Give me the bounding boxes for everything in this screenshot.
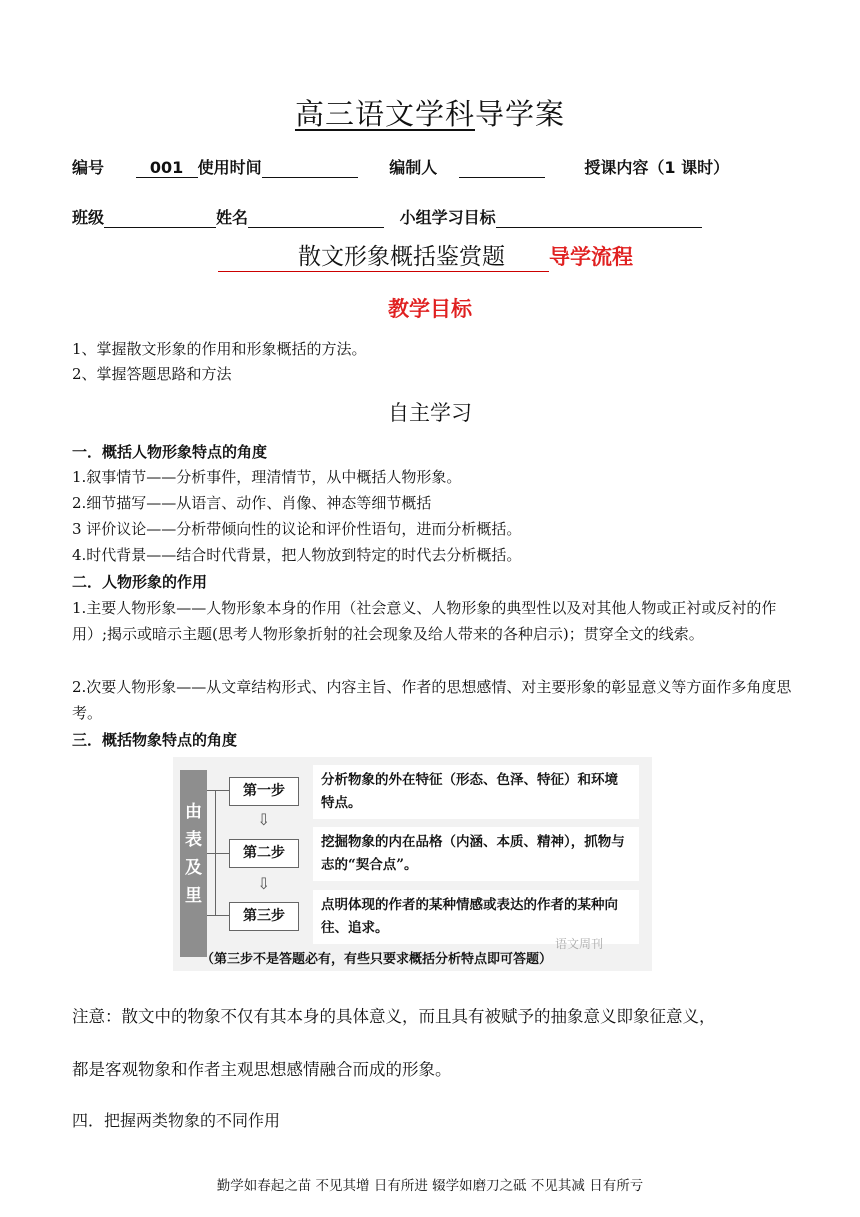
class-blank: [104, 209, 216, 228]
down-arrow-icon: ⇩: [257, 874, 271, 893]
connector: [207, 853, 229, 854]
paragraph: 1.主要人物形象——人物形象本身的作用（社会意义、人物形象的典型性以及对其他人物或正衬或反衬的作用）;揭示或暗示主题(思考人物形象折射的社会现象及给人带来的各种启示)；贯穿全文的线索。: [72, 599, 777, 643]
content-label: 授课内容（1 课时）: [584, 158, 730, 177]
note-line: 都是客观物象和作者主观思想感情融合而成的形象。: [72, 1060, 452, 1079]
subtitle-main: 散文形象概括鉴赏题: [218, 238, 549, 272]
down-arrow-icon: ⇩: [257, 810, 271, 829]
list-item: 4.时代背景——结合时代背景，把人物放到特定的时代去分析概括。: [72, 546, 522, 564]
header-row-2: [72, 205, 702, 228]
page-title: [0, 92, 860, 133]
diagram-note: （第三步不是答题必有，有些只要求概括分析特点即可答题）: [201, 952, 553, 967]
step-desc: 挖掘物象的内在品格（内涵、本质、精神），抓物与志的“契合点”。: [313, 827, 639, 881]
goal-blank: [496, 209, 702, 228]
lesson-subtitle: [218, 238, 633, 272]
goal-label: 小组学习目标: [399, 208, 496, 227]
section-heading: 三．概括物象特点的角度: [72, 731, 238, 749]
watermark: 语文周刊: [555, 937, 604, 951]
title-rest: 导学案: [475, 97, 566, 131]
name-label: 姓名: [216, 208, 249, 227]
object-analysis-diagram: [173, 757, 652, 971]
step-label: 第三步: [229, 902, 299, 931]
subtitle-red: 导学流程: [549, 245, 633, 269]
objectives-heading: 教学目标: [388, 297, 472, 321]
paragraph: 2.次要人物形象——从文章结构形式、内容主旨、作者的思想感情、对主要形象的彰显意义等方面作多角度思考。: [72, 678, 792, 722]
list-item: 3 评价议论——分析带倾向性的议论和评价性语句，进而分析概括。: [72, 520, 522, 538]
note-line: 注意：散文中的物象不仅有其本身的具体意义，而且具有被赋予的抽象意义即象征意义，: [72, 1007, 716, 1026]
self-study-heading: 自主学习: [388, 401, 472, 425]
section-heading: 四．把握两类物象的不同作用: [72, 1111, 281, 1130]
editor-blank: [459, 159, 545, 178]
objective-item: 2、掌握答题思路和方法: [72, 365, 232, 383]
header-row-1: [72, 155, 729, 178]
section-heading: 二．人物形象的作用: [72, 573, 208, 591]
connector: [215, 790, 216, 915]
time-label: 使用时间: [197, 158, 262, 177]
objective-item: 1、掌握散文形象的作用和形象概括的方法。: [72, 340, 367, 358]
title-underlined: 高三语文学科: [294, 97, 475, 131]
side-label: 由 表 及 里: [180, 770, 207, 957]
connector: [207, 790, 229, 791]
name-blank: [248, 209, 384, 228]
page-footer: 勤学如春起之苗 不见其增 日有所进 辍学如磨刀之砥 不见其减 日有所亏: [216, 1178, 644, 1194]
editor-label: 编制人: [389, 158, 438, 177]
step-label: 第二步: [229, 839, 299, 868]
step-label: 第一步: [229, 777, 299, 806]
class-label: 班级: [72, 208, 105, 227]
number-value: 001: [136, 158, 198, 178]
number-label: 编号: [72, 158, 105, 177]
step-desc: 分析物象的外在特征（形态、色泽、特征）和环境特点。: [313, 765, 639, 819]
connector: [207, 915, 229, 916]
list-item: 1.叙事情节——分析事件，理清情节，从中概括人物形象。: [72, 468, 462, 486]
list-item: 2.细节描写——从语言、动作、肖像、神态等细节概括: [72, 494, 432, 512]
section-heading: 一．概括人物形象特点的角度: [72, 443, 268, 461]
step-desc: 点明体现的作者的某种情感或表达的作者的某种向往、追求。: [313, 890, 639, 944]
time-blank: [262, 159, 358, 178]
